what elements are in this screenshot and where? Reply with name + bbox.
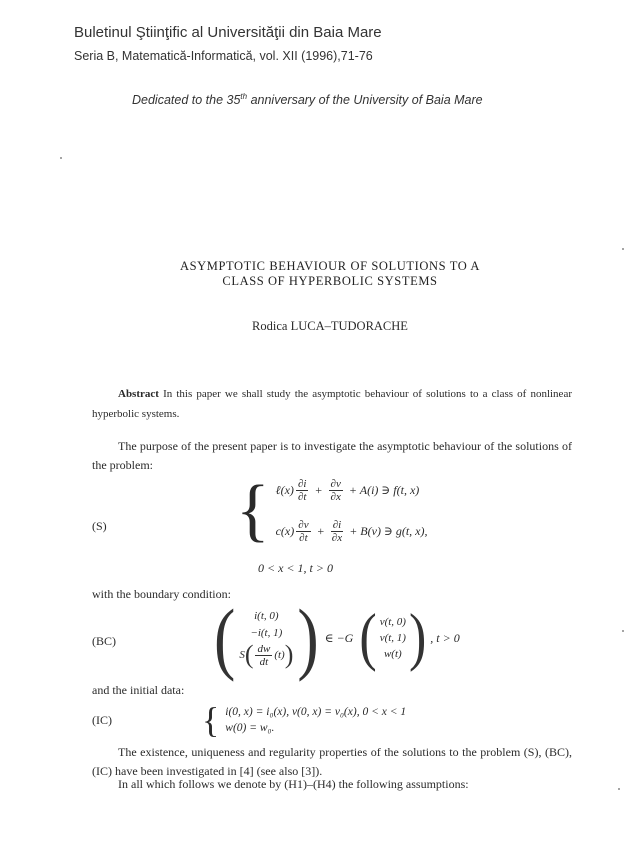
eq2-frac1-den: ∂t bbox=[299, 532, 308, 544]
bc-left-paren-close: ) bbox=[297, 593, 319, 682]
bc-s-frac-den: dt bbox=[259, 655, 269, 668]
closing-paragraph: The existence, uniqueness and regularity properties of the solutions to the problem (S), (BC), (IC) have been investigated in [4] (see also [3]). bbox=[92, 745, 572, 778]
eq2-frac2-den: ∂x bbox=[331, 532, 343, 544]
abstract-text: In this paper we shall study the asymptotic behaviour of solutions to a class of nonlinear hyperbolic systems. bbox=[92, 388, 572, 420]
brace-IC: { bbox=[202, 700, 220, 740]
label-BC: (BC) bbox=[92, 634, 116, 648]
bc-tail: , t > 0 bbox=[430, 630, 460, 645]
eq2-coef: c(x) bbox=[275, 524, 295, 538]
ic-line1: i(0, x) = i₀(x), v(0, x) = v₀(x), 0 < x < 1 bbox=[225, 706, 407, 718]
label-S: (S) bbox=[92, 519, 107, 533]
bc-s: S bbox=[239, 648, 245, 661]
bc-right-1: v(t, 1) bbox=[379, 632, 406, 644]
bc-middle: ∈ −G bbox=[324, 630, 354, 645]
abstract bbox=[92, 384, 572, 424]
eq2-frac1-num: ∂v bbox=[298, 519, 309, 531]
scan-speck bbox=[60, 157, 62, 159]
bc-left-1: −i(t, 1) bbox=[250, 627, 283, 639]
label-IC: (IC) bbox=[92, 713, 112, 727]
system-S bbox=[236, 472, 428, 549]
eq1-rest: + A(i) ∋ f(t, x) bbox=[348, 483, 420, 497]
bc-s-frac-num: dw bbox=[257, 642, 271, 655]
bc-left-0: i(t, 0) bbox=[254, 610, 279, 622]
eq1-plus: + bbox=[314, 483, 323, 497]
domain-S: 0 < x < 1, t > 0 bbox=[258, 561, 333, 575]
bc-right-paren-close: ) bbox=[408, 601, 427, 673]
eq1-frac2-num: ∂v bbox=[330, 478, 341, 490]
paper-title-line1: ASYMPTOTIC BEHAVIOUR OF SOLUTIONS TO A bbox=[179, 259, 481, 273]
bc-right-vector bbox=[359, 601, 427, 673]
eq1-frac1-den: ∂t bbox=[297, 491, 307, 503]
bc-s-arg: (t) bbox=[274, 648, 285, 661]
bc-right-2: w(t) bbox=[383, 648, 402, 660]
bc-right-paren-open: ( bbox=[359, 601, 377, 673]
system-BC bbox=[214, 593, 460, 682]
journal-series: Seria B, Matematică-Informatică, vol. XII (1996),71-76 bbox=[74, 49, 373, 63]
assumptions-intro: In all which follows we denote by (H1)–(H4) the following assumptions: bbox=[118, 777, 469, 791]
ic-line2: w(0) = w₀. bbox=[225, 722, 275, 734]
scan-speck bbox=[622, 248, 624, 250]
bc-right-0: v(t, 0) bbox=[379, 616, 406, 628]
author: Rodica LUCA–TUDORACHE bbox=[252, 319, 408, 333]
journal-name: Buletinul Ştiinţific al Universităţii din Baia Mare bbox=[74, 24, 382, 41]
initial-intro: and the initial data: bbox=[92, 683, 185, 697]
paper-title-line2: CLASS OF HYPERBOLIC SYSTEMS bbox=[222, 274, 438, 288]
bc-left-vector: ( i(t, 0) −i(t, 1) S ( $\frac{dw}{dt}$ (t) ) ) bbox=[214, 593, 319, 682]
abstract-label: Abstract bbox=[118, 388, 159, 400]
brace-S: { bbox=[236, 472, 270, 549]
eq1-frac1-num: ∂i bbox=[297, 478, 307, 490]
eq1-coef: ℓ(x) bbox=[275, 483, 294, 497]
equation-S2 bbox=[276, 519, 428, 544]
dedication-post: anniversary of the University of Baia Mare bbox=[247, 93, 483, 108]
system-IC bbox=[202, 702, 406, 738]
eq2-plus: + bbox=[316, 524, 325, 538]
dedication-pre: Dedicated to the 35 bbox=[132, 93, 241, 108]
dedication-sup: th bbox=[240, 92, 248, 101]
dedication bbox=[132, 92, 483, 107]
scan-speck bbox=[622, 630, 624, 632]
boundary-intro: with the boundary condition: bbox=[92, 587, 231, 601]
intro-paragraph: The purpose of the present paper is to investigate the asymptotic behaviour of the solutions of the problem: bbox=[92, 439, 572, 472]
eq1-frac2-den: ∂x bbox=[330, 491, 341, 503]
equation-S1 bbox=[276, 478, 428, 503]
eq2-rest: + B(v) ∋ g(t, x), bbox=[349, 524, 428, 538]
eq2-frac2-num: ∂i bbox=[332, 519, 342, 531]
scan-speck bbox=[618, 788, 620, 790]
bc-left-paren-open: ( bbox=[214, 593, 236, 682]
